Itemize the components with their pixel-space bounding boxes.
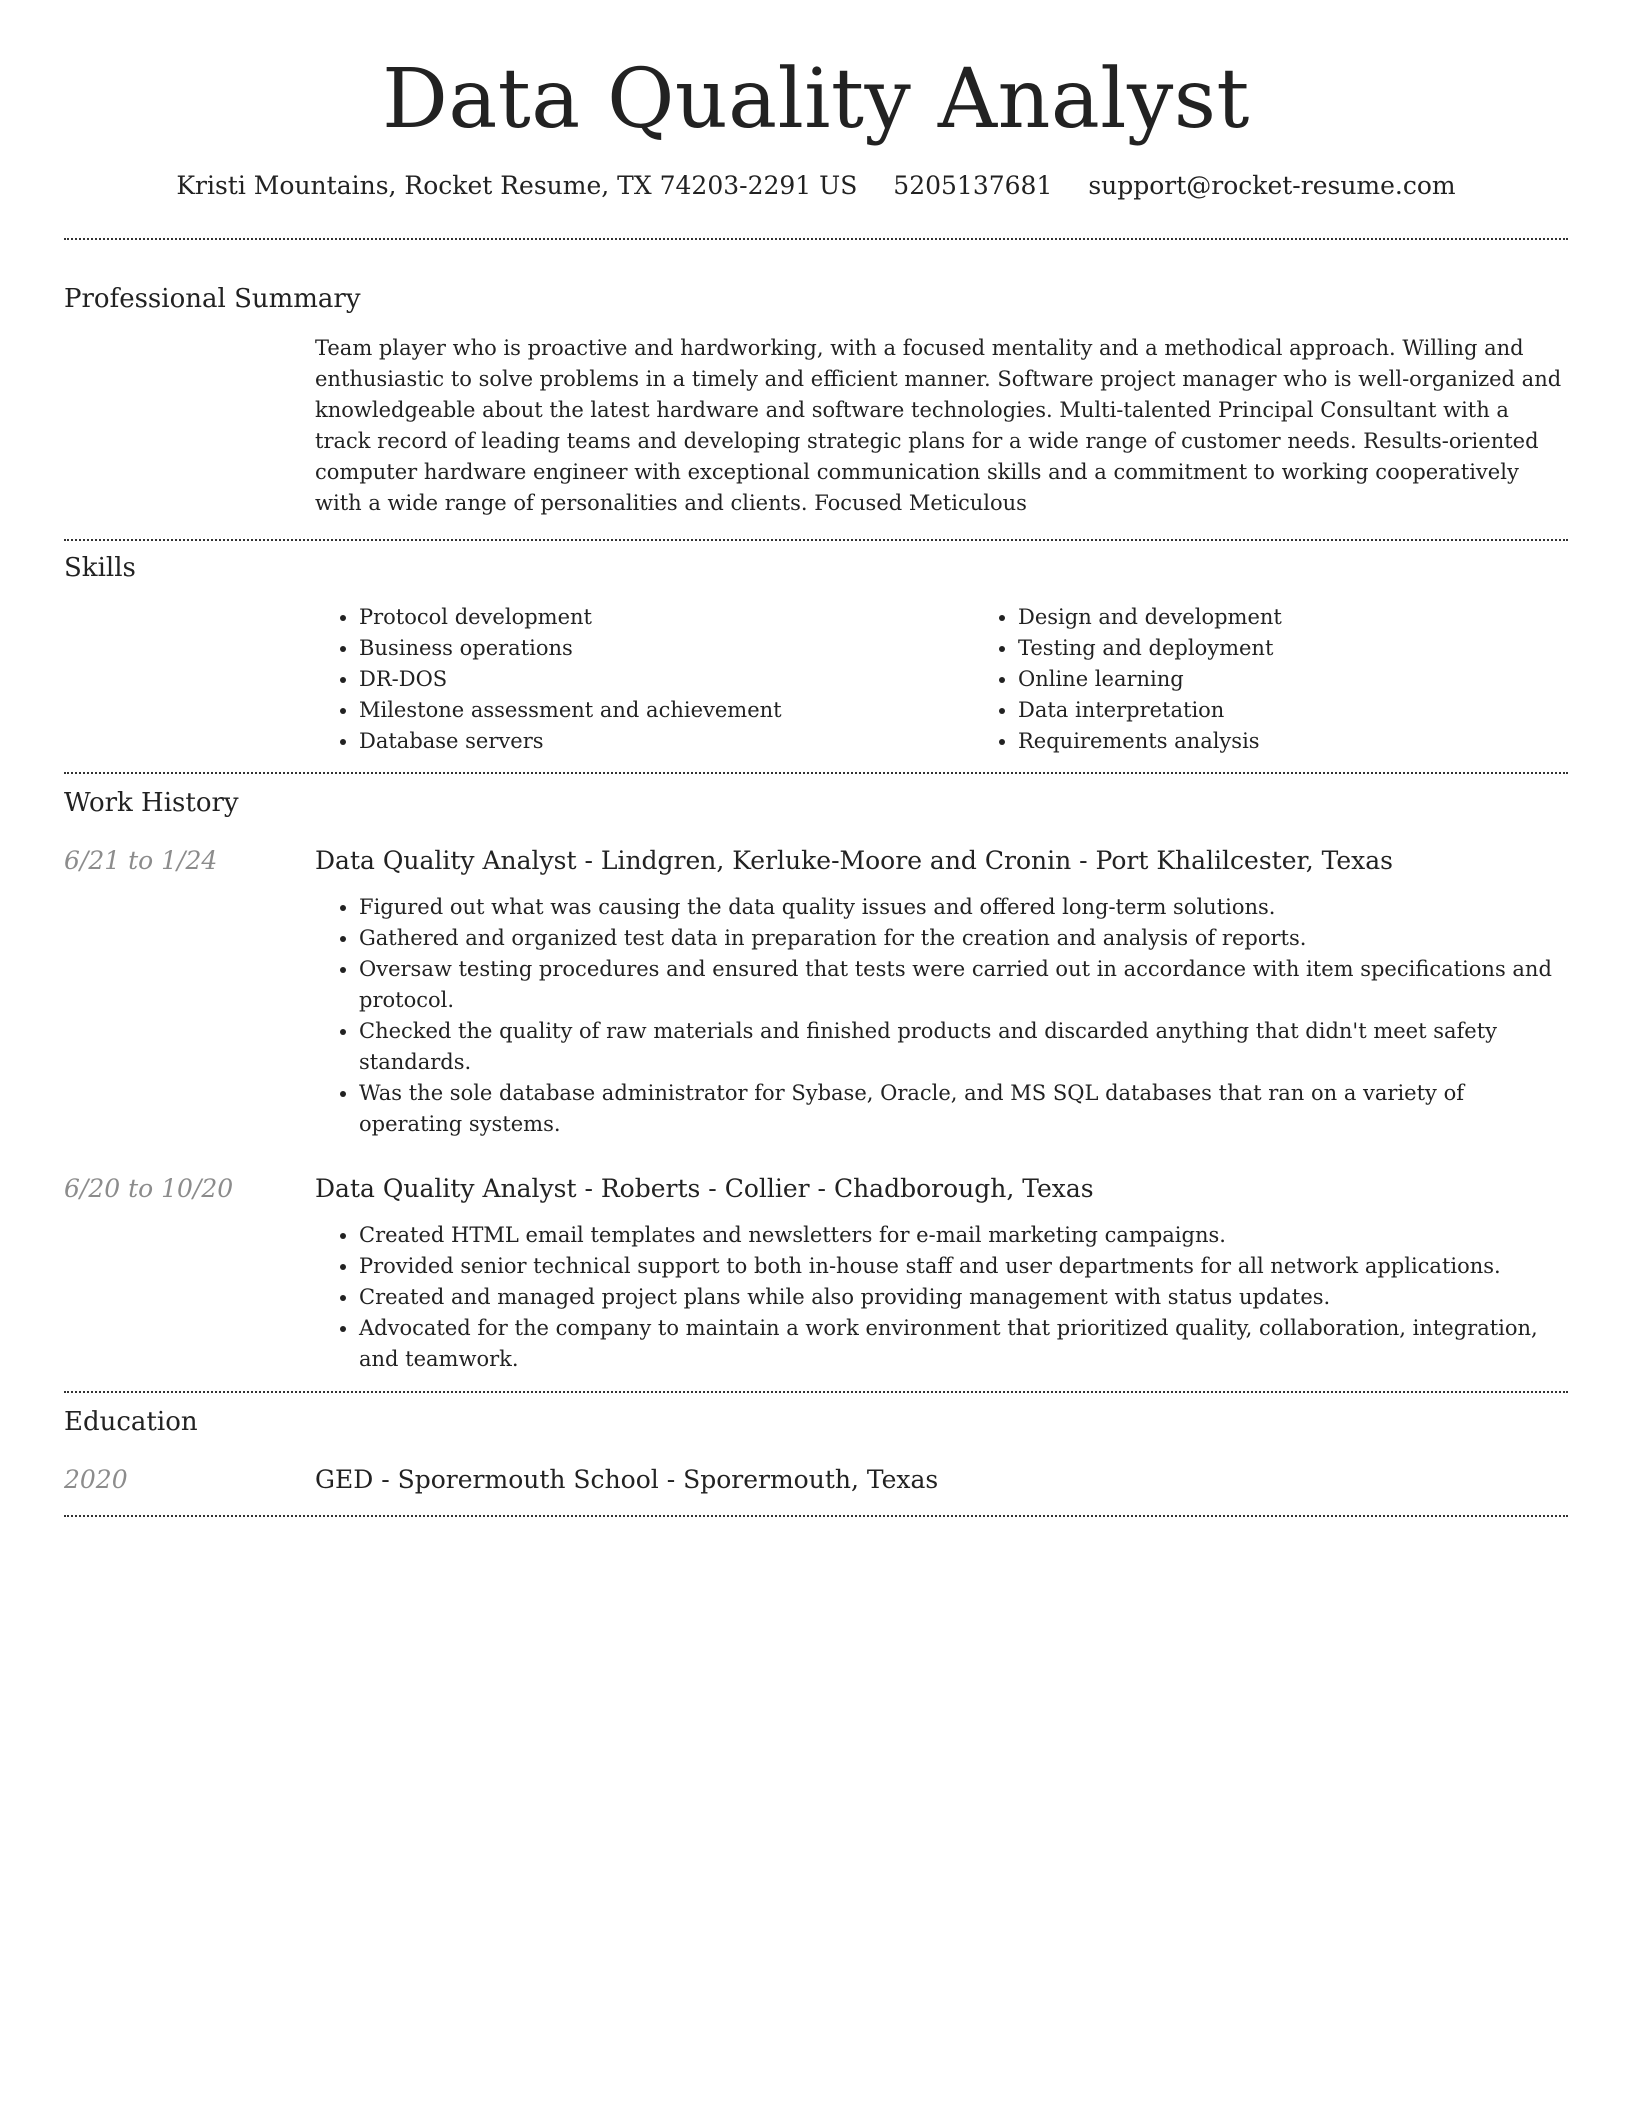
summary-section [64,240,1568,519]
contact-email: support@rocket-resume.com [1088,171,1456,200]
contact-address: Kristi Mountains, Rocket Resume, TX 74203-2291 US [176,171,858,200]
job-bullet: • Gathered and organized test data in preparation for the creation and analysis of reports. [359,923,1568,954]
education-section [64,1393,1568,1497]
job-dates: 6/21 to 1/24 [64,846,218,875]
job-bullet: • Was the sole database administrator for Sybase, Oracle, and MS SQL databases that ran on a variety of operating systems. [359,1078,1568,1140]
job-bullet: • Oversaw testing procedures and ensured that tests were carried out in accordance with item specifications and protocol. [359,954,1568,1016]
summary-text: Team player who is proactive and hardworking, with a focused mentality and a methodical approach. Willing and enthusiastic to solve problems in a timely and efficient manner. Software project manager who is well-organized and knowledgeable about the latest hardware and software technologies. Multi-talented Principal Consultant with a track record of leading teams and developing strategic plans for a wide range of customer needs. Results-oriented computer hardware engineer with exceptional communication skills and a commitment to working cooperatively with a wide range of personalities and clients. Focused Meticulous [315,336,1562,515]
job-bullet: • Figured out what was causing the data quality issues and offered long-term solutions. [359,892,1568,923]
section-heading-work-history: Work History [64,788,239,818]
job-bullet: • Created and managed project plans while also providing management with status updates. [359,1282,1568,1313]
skill-item: • Testing and deployment [1018,633,1632,664]
job-bullet: • Created HTML email templates and newsletters for e-mail marketing campaigns. [359,1220,1568,1251]
skill-item: • Milestone assessment and achievement [359,695,974,726]
divider [64,1515,1568,1517]
section-heading-skills: Skills [64,553,136,583]
job-bullet: • Checked the quality of raw materials and finished products and discarded anything that didn't meet safety standards. [359,1016,1568,1078]
resume-page [64,0,1568,1517]
section-heading-education: Education [64,1407,198,1437]
job-entry [64,1172,1568,1375]
education-body [315,1463,1568,1497]
skills-list-right [974,602,1632,757]
work-history-section [64,774,1568,1375]
education-title: GED - Sporermouth School - Sporermouth, Texas [315,1465,939,1494]
summary-block [315,333,1568,519]
skill-item: • Protocol development [359,602,974,633]
contact-phone: 5205137681 [893,171,1053,200]
job-dates: 6/20 to 10/20 [64,1174,234,1203]
skills-section [64,541,1568,757]
education-entry [64,1463,1568,1497]
job-body [315,844,1568,1140]
skill-item: • DR-DOS [359,664,974,695]
skill-item: • Data interpretation [1018,695,1632,726]
skills-list-left [315,602,974,757]
job-bullet: • Provided senior technical support to both in-house staff and user departments for all network applications. [359,1251,1568,1282]
resume-title: Data Quality Analyst [382,52,1250,147]
section-heading-summary: Professional Summary [64,284,361,314]
skills-columns [315,602,1568,757]
job-bullets [315,1220,1568,1375]
skill-item: • Database servers [359,726,974,757]
skill-item: • Business operations [359,633,974,664]
job-bullets [315,892,1568,1140]
job-body [315,1172,1568,1375]
job-entry [64,844,1568,1140]
contact-line [64,170,1568,202]
skill-item: • Online learning [1018,664,1632,695]
skill-item: • Requirements analysis [1018,726,1632,757]
skill-item: • Design and development [1018,602,1632,633]
job-bullet: • Advocated for the company to maintain a work environment that prioritized quality, collaboration, integration, and teamwork. [359,1313,1568,1375]
education-date: 2020 [64,1465,128,1494]
job-title: Data Quality Analyst - Roberts - Collier - Chadborough, Texas [315,1174,1094,1203]
job-title: Data Quality Analyst - Lindgren, Kerluke-Moore and Cronin - Port Khalilcester, Texas [315,846,1393,875]
